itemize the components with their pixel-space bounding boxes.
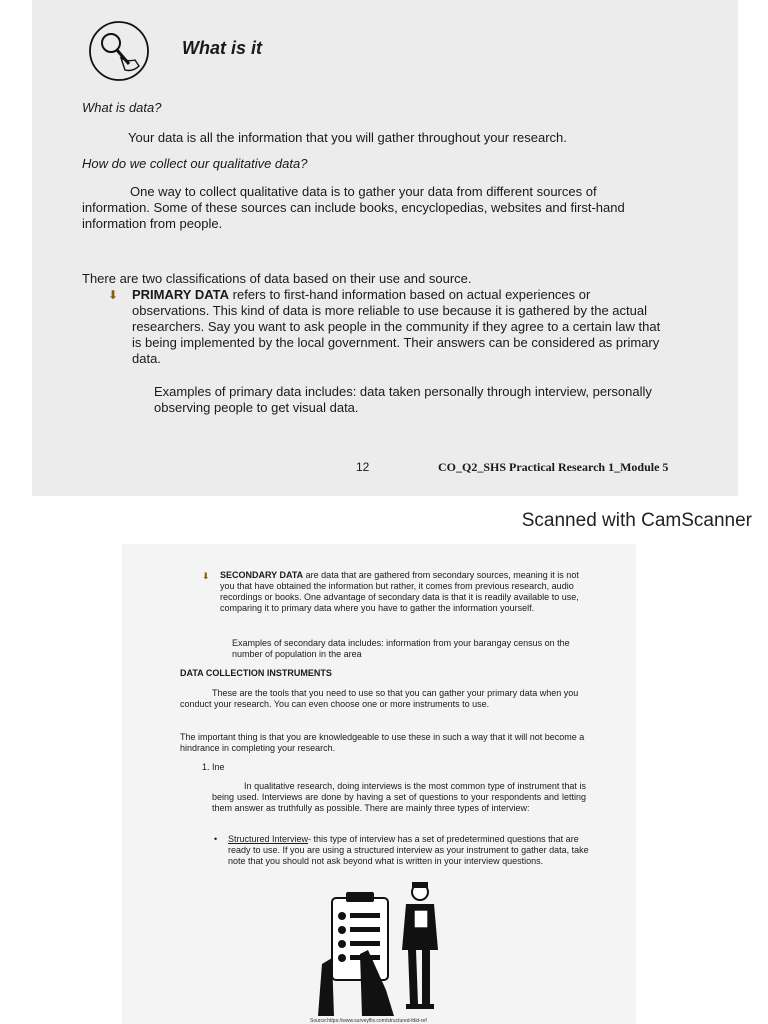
section-title: What is it bbox=[182, 38, 262, 58]
important-paragraph: The important thing is that you are knowledgeable to use these in such a way that it will not become a hindrance in completing your research. bbox=[180, 732, 585, 753]
classifications-intro: There are two classifications of data based on their use and source. bbox=[82, 271, 472, 286]
list-item-interview: 1. Ine bbox=[202, 762, 225, 772]
bullet-dot-icon: • bbox=[214, 834, 218, 844]
instruments-heading: DATA COLLECTION INSTRUMENTS bbox=[180, 668, 332, 678]
primary-data-examples: Examples of primary data includes: data taken personally through interview, personally observing people to get visual data. bbox=[154, 384, 652, 415]
answer-collect-data: One way to collect qualitative data is to gather your data from different sources of information. Some of these sources can include books, encyclopedias, websites and first-hand information from people. bbox=[82, 184, 625, 231]
structured-interview-text: - this type of interview has a set of predetermined questions that are ready to use. If you are using a structured interview as your instrument to gather data, take note that you should not ask beyond what is written in your interview questions. bbox=[228, 834, 589, 866]
secondary-data-examples: Examples of secondary data includes: information from your barangay census on the number of population in the area bbox=[232, 638, 570, 659]
secondary-data-text: are data that are gathered from secondary sources, meaning it is not you that have obtained the information but rather, it comes from previous research, audio recordings or books. One advantage of secondary data is that it is readily available to use, comparing it to primary data where you have to gather the information yourself. bbox=[220, 570, 579, 613]
bullet-arrow-icon: ⬇ bbox=[202, 571, 210, 581]
instruments-paragraph: These are the tools that you need to use so that you can gather your primary data when you conduct your research. You can even choose one or more instruments to use. bbox=[180, 688, 579, 709]
module-code: CO_Q2_SHS Practical Research 1_Module 5 bbox=[438, 460, 669, 474]
primary-data-term: PRIMARY DATA bbox=[132, 287, 230, 302]
illustration-source: Source:https://www.surveyflix.com/structured-fdid-ref bbox=[310, 1018, 427, 1024]
bullet-arrow-icon: ⬇ bbox=[108, 288, 119, 302]
answer-what-is-data: Your data is all the information that you will gather throughout your research. bbox=[128, 130, 567, 145]
scanned-page-top bbox=[32, 0, 738, 496]
question-collect-data: How do we collect our qualitative data? bbox=[82, 156, 308, 171]
primary-data-text: refers to first-hand information based on actual experiences or observations. This kind of data is more reliable to use because it is gathered by the actual researchers. Say you want to ask people in the community if they agree to a certain law that is being implemented by the local government. Their answers can be considered as primary data. bbox=[132, 287, 661, 366]
scanned-page-bottom bbox=[122, 544, 636, 1024]
qualitative-paragraph: In qualitative research, doing interviews is the most common type of instrument that is being used. Interviews are done by having a set of questions to your respondents and letting them answer as truthfully as possible. There are mainly three types of interview: bbox=[212, 781, 586, 813]
secondary-data-paragraph bbox=[220, 570, 592, 614]
structured-interview-paragraph bbox=[228, 834, 590, 867]
survey-clipboard-person-icon bbox=[310, 880, 460, 1016]
page-number: 12 bbox=[356, 460, 370, 474]
magnifying-glass-hand-icon bbox=[85, 20, 153, 82]
secondary-data-term: SECONDARY DATA bbox=[220, 570, 304, 580]
primary-data-paragraph bbox=[132, 287, 662, 367]
question-what-is-data: What is data? bbox=[82, 100, 162, 115]
structured-interview-term: Structured Interview bbox=[228, 834, 309, 844]
camscanner-watermark: Scanned with CamScanner bbox=[521, 510, 752, 531]
